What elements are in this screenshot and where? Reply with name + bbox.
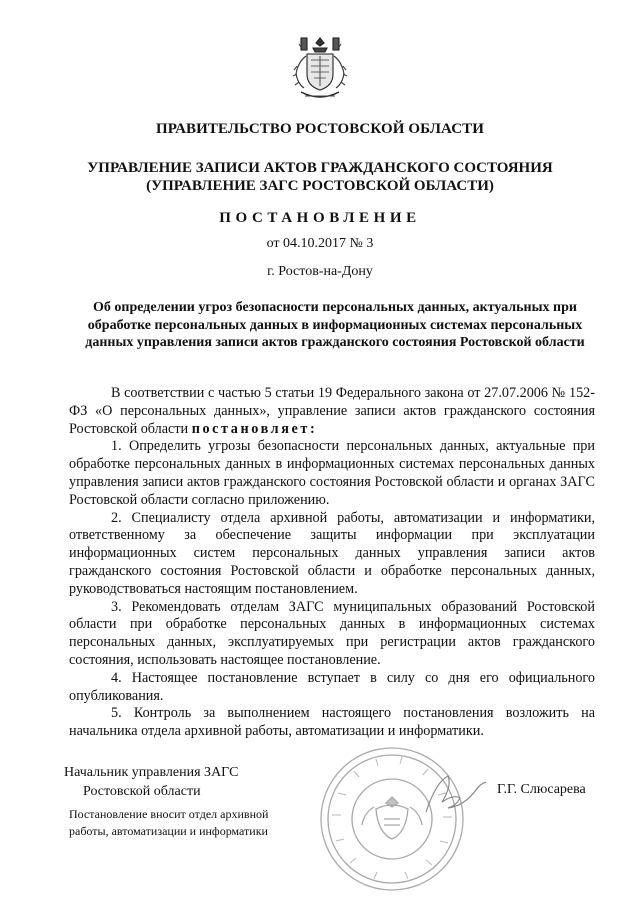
item-paragraph: 1. Определить угрозы безопасности персональных данных, актуальные при обработке персональных данных в информационных системах персональных данных управления записи актов гражданского состояния Ростовской области и органах ЗАГС Ростовской области согласно приложению. — [69, 438, 595, 508]
item-paragraph: 4. Настоящее постановление вступает в силу со дня его официального опубликования. — [69, 669, 595, 704]
item-paragraph: 3. Рекомендовать отделам ЗАГС муниципальных образований Ростовской области при обработке персональных данных в информационных системах персональных данных, эксплуатируемых при регистрации актов гражданского состояния, использовать настоящее постановление. — [69, 598, 595, 668]
preamble-paragraph — [69, 385, 595, 438]
department-title-line1: УПРАВЛЕНИЕ ЗАПИСИ АКТОВ ГРАЖДАНСКОГО СОСТОЯНИЯ — [87, 160, 553, 176]
document-type: ПОСТАНОВЛЕНИЕ — [219, 210, 421, 226]
city: г. Ростов-на-Дону — [267, 264, 373, 279]
signatory-position-line2: Ростовской области — [83, 784, 201, 799]
document-subject: Об определении угроз безопасности персональных данных, актуальных при обработке персональных данных в информационных системах персональных данных управления записи актов гражданского состояния Ростовской области — [85, 300, 585, 350]
submitter-note-line1: Постановление вносит отдел архивной — [69, 807, 269, 821]
item-paragraph: 2. Специалисту отдела архивной работы, автоматизации и информатики, ответственному за обеспечение защиты информации при эксплуатации информационных систем персональных данных управления записи актов гражданского состояния Ростовской области и обработке персональных данных, руководствоваться настоящим постановлением. — [69, 509, 595, 597]
item-paragraph: 5. Контроль за выполнением настоящего постановления возложить на начальника отдела архивной работы, автоматизации и информатики. — [69, 705, 595, 740]
date-and-number: от 04.10.2017 № 3 — [266, 236, 374, 251]
signatory-position-line1: Начальник управления ЗАГС — [64, 765, 239, 780]
submitter-note — [69, 806, 268, 840]
document-body — [69, 385, 595, 741]
government-title: ПРАВИТЕЛЬСТВО РОСТОВСКОЙ ОБЛАСТИ — [155, 121, 485, 137]
coat-of-arms-icon — [291, 36, 349, 102]
submitter-note-line2: работы, автоматизации и информатики — [69, 824, 268, 838]
signatory-name: Г.Г. Слюсарева — [497, 782, 586, 797]
department-title-line2: (УПРАВЛЕНИЕ ЗАГС РОСТОВСКОЙ ОБЛАСТИ) — [146, 178, 494, 194]
handwritten-signature-icon — [418, 764, 498, 824]
preamble-text: В соответствии с частью 5 статьи 19 Федерального закона от 27.07.2006 № 152-ФЗ «О персональных данных», управление записи актов гражданского состояния Ростовской области — [69, 385, 595, 437]
resolves-keyword: постановляет: — [191, 420, 318, 437]
department-title — [40, 159, 600, 195]
signatory-position — [64, 763, 238, 801]
